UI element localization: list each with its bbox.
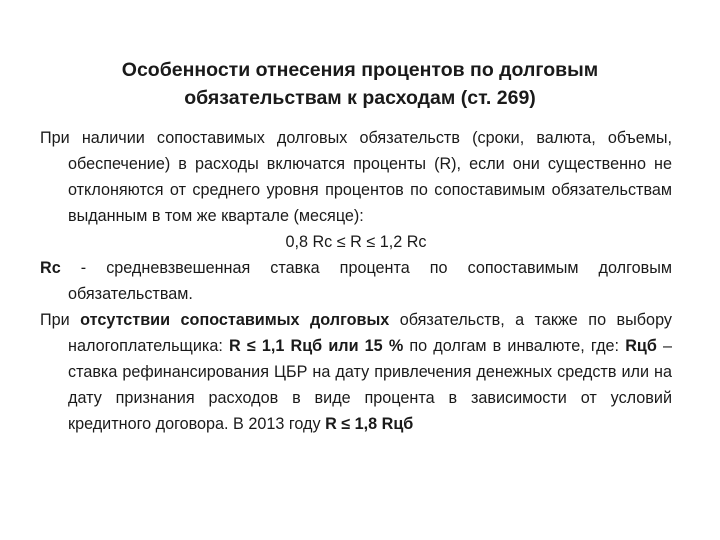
p3-text-3: по долгам в инвалюте, где:	[403, 337, 626, 355]
p3-text-1: При	[40, 311, 81, 329]
paragraph-comparable-debt	[40, 125, 672, 229]
title-line-1: Особенности отнесения процентов по долговым	[121, 59, 599, 81]
formula: 0,8 Rc ≤ R ≤ 1,2 Rc	[285, 233, 427, 251]
definition-text: - средневзвешенная ставка процента по сопоставимым долговым обязательствам.	[60, 259, 672, 303]
p3-text-4: – ставка рефинансирования ЦБР на дату привлечения денежных средств или на дату признания расходов в виде процента в зависимости от условий кредитного договора. В 2013 году	[68, 337, 672, 433]
title-line-2: обязательствам к расходам (ст. 269)	[184, 87, 536, 109]
slide-title	[40, 56, 680, 112]
term-rc: Rc	[40, 259, 61, 277]
p3-text-2: обязательств, а также по выбору налогоплательщика:	[68, 311, 672, 355]
paragraph-lead: При наличии сопоставимых долговых	[40, 129, 348, 147]
paragraph-no-comparable-debt	[40, 307, 672, 437]
paragraph-text: обязательств (сроки, валюта, объемы, обеспечение) в расходы включатся проценты (R), если они существенно не отклоняются от среднего уровня процентов по сопоставимым обязательствам выданным в том же квартале (месяце):	[68, 129, 672, 225]
p3-bold-4: R ≤ 1,8 Rцб	[325, 415, 414, 433]
p3-bold-1: отсутствии сопоставимых долговых	[80, 311, 390, 329]
paragraph-rc-definition	[40, 255, 672, 307]
p3-bold-3: Rцб	[625, 337, 657, 355]
p3-bold-2: R ≤ 1,1 Rцб или 15 %	[229, 337, 404, 355]
slide-body	[40, 125, 672, 437]
